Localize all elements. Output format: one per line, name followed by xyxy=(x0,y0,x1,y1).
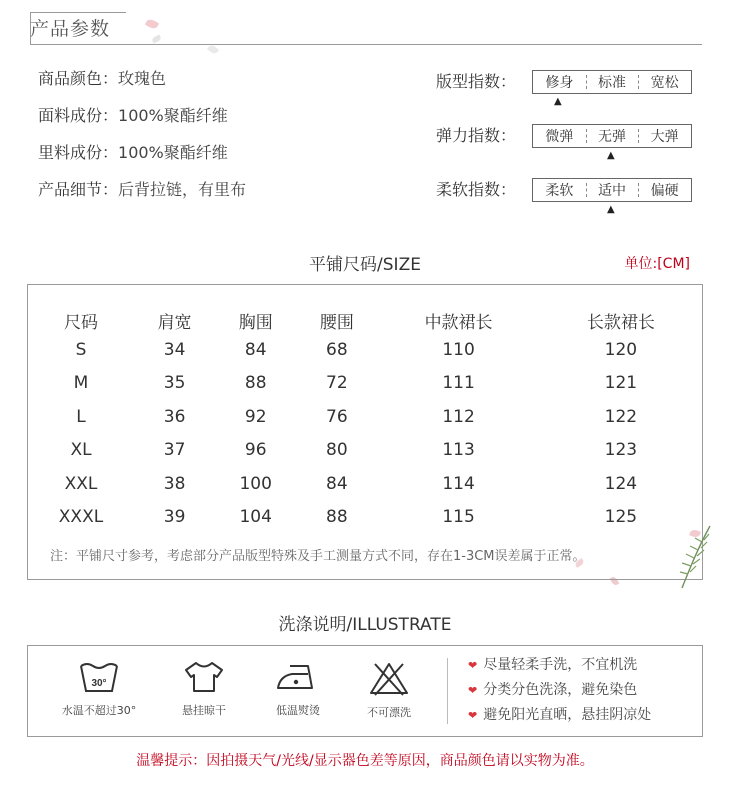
column-header: 腰围 xyxy=(319,312,354,333)
scale-marker-icon: ▲ xyxy=(607,150,615,161)
table-cell: 114 xyxy=(442,473,475,494)
wash-temperature-label: 30° xyxy=(91,678,107,689)
table-row xyxy=(28,434,702,468)
param-row-color xyxy=(38,66,246,103)
table-cell: 76 xyxy=(326,406,348,427)
scale-marker-icon: ▲ xyxy=(554,96,562,107)
care-tip-text: 尽量轻柔手洗，不宜机洗 xyxy=(483,657,638,673)
heart-icon: ❤ xyxy=(468,684,478,697)
care-item-wash xyxy=(52,660,146,718)
table-cell: L xyxy=(76,406,86,427)
table-cell: 38 xyxy=(163,473,186,494)
list-item xyxy=(468,679,651,704)
scale-option: 适中 xyxy=(586,180,639,200)
param-row-lining xyxy=(38,140,246,177)
table-row xyxy=(28,400,702,434)
care-section-title: 洗涤说明/ILLUSTRATE xyxy=(278,615,452,635)
header-divider xyxy=(30,44,702,45)
table-cell: 84 xyxy=(244,339,267,360)
table-cell: 115 xyxy=(442,507,475,528)
param-value: 100%聚酯纤维 xyxy=(118,106,228,125)
table-row xyxy=(28,467,702,501)
table-cell: 122 xyxy=(604,406,638,427)
scale-option: 标准 xyxy=(586,72,639,92)
table-row xyxy=(28,501,702,535)
scale-option: 柔软 xyxy=(545,183,574,199)
table-cell: 124 xyxy=(604,473,638,494)
list-item xyxy=(468,654,651,679)
product-params-list xyxy=(38,66,246,214)
scale-label: 弹力指数： xyxy=(436,126,517,145)
table-cell: 112 xyxy=(442,406,475,427)
table-cell: 110 xyxy=(442,339,475,360)
table-cell: XXXL xyxy=(58,507,104,528)
table-cell: 113 xyxy=(442,440,475,461)
table-cell: 111 xyxy=(442,373,475,394)
table-cell: 34 xyxy=(163,339,186,360)
care-caption: 低温熨烫 xyxy=(276,704,320,717)
table-cell: XL xyxy=(70,440,92,461)
scale-option: 无弹 xyxy=(586,126,639,146)
table-cell: 84 xyxy=(326,473,348,494)
scale-options xyxy=(532,178,692,202)
heart-icon: ❤ xyxy=(468,659,478,672)
size-note: 注：平铺尺寸参考，考虑部分产品版型特殊及手工测量方式不同，存在1-3CM误差属于正常。 xyxy=(50,549,586,564)
column-header: 胸围 xyxy=(238,312,273,333)
unit-label: 单位:[CM] xyxy=(624,256,690,272)
table-cell: 88 xyxy=(244,373,267,394)
care-tip-text: 避免阳光直晒，悬挂阴凉处 xyxy=(483,707,652,723)
list-item xyxy=(468,704,651,729)
care-tips-list xyxy=(468,654,651,729)
table-cell: 35 xyxy=(163,373,186,394)
care-item-no-bleach xyxy=(342,660,436,720)
table-cell: 120 xyxy=(604,339,638,360)
scale-label: 版型指数： xyxy=(436,72,517,91)
heart-icon: ❤ xyxy=(468,709,478,722)
table-row xyxy=(28,367,702,401)
column-header: 长款裙长 xyxy=(586,312,655,333)
param-value: 后背拉链，有里布 xyxy=(118,180,247,199)
care-item-iron xyxy=(251,660,345,718)
care-divider xyxy=(447,658,448,724)
hang-dry-icon xyxy=(182,660,226,694)
param-value: 100%聚酯纤维 xyxy=(118,143,228,162)
reminder-text: 温馨提示：因拍摄天气/光线/显示器色差等原因，商品颜色请以实物为准。 xyxy=(136,753,594,769)
table-cell: M xyxy=(73,373,89,394)
scale-option: 修身 xyxy=(545,75,574,91)
table-cell: S xyxy=(75,339,87,360)
param-row-fabric xyxy=(38,103,246,140)
param-key: 面料成份： xyxy=(38,106,119,125)
scale-options xyxy=(532,124,692,148)
table-cell: 80 xyxy=(326,440,348,461)
scale-options xyxy=(532,70,692,94)
scale-marker-icon: ▲ xyxy=(607,204,615,215)
scale-label: 柔软指数： xyxy=(436,180,517,199)
table-cell: 100 xyxy=(239,473,272,494)
care-item-hang-dry xyxy=(157,660,251,718)
param-row-detail xyxy=(38,177,246,214)
table-cell: 123 xyxy=(604,440,638,461)
section-title-product-params: 产品参数 xyxy=(30,18,111,40)
size-table xyxy=(28,307,702,534)
scale-option: 宽松 xyxy=(638,72,691,92)
care-caption: 水温不超过30° xyxy=(61,704,137,717)
column-header: 中款裙长 xyxy=(424,312,493,333)
scale-option: 偏硬 xyxy=(638,180,691,200)
care-caption: 悬挂晾干 xyxy=(182,704,226,717)
table-cell: 36 xyxy=(163,406,186,427)
param-value: 玫瑰色 xyxy=(118,69,167,88)
care-tip-text: 分类分色洗涤，避免染色 xyxy=(483,682,638,698)
care-caption: 不可漂洗 xyxy=(367,706,411,719)
petal-decoration xyxy=(207,44,219,56)
wash-30-icon xyxy=(77,660,121,694)
size-section-title: 平铺尺码/SIZE xyxy=(309,255,421,275)
table-cell: 96 xyxy=(244,440,267,461)
table-cell: 104 xyxy=(239,507,272,528)
table-cell: 88 xyxy=(326,507,348,528)
column-header: 尺码 xyxy=(64,312,98,333)
param-key: 商品颜色： xyxy=(38,69,119,88)
table-cell: 72 xyxy=(326,373,348,394)
scale-option: 大弹 xyxy=(638,126,691,146)
column-header: 肩宽 xyxy=(157,312,192,333)
table-cell: 121 xyxy=(604,373,638,394)
table-cell: 92 xyxy=(244,406,267,427)
scale-option: 微弹 xyxy=(545,129,574,145)
table-cell: 39 xyxy=(163,507,186,528)
table-header-row xyxy=(28,307,702,333)
iron-low-icon xyxy=(274,660,322,694)
table-cell: 125 xyxy=(604,507,638,528)
petal-decoration xyxy=(145,18,159,31)
petal-decoration xyxy=(151,35,162,44)
table-row xyxy=(28,333,702,367)
param-key: 里料成份： xyxy=(38,143,119,162)
param-key: 产品细节： xyxy=(38,180,119,199)
fern-leaf-icon xyxy=(676,522,716,592)
no-bleach-icon xyxy=(367,660,411,696)
table-cell: XXL xyxy=(64,473,98,494)
table-cell: 68 xyxy=(326,339,348,360)
table-cell: 37 xyxy=(163,440,186,461)
